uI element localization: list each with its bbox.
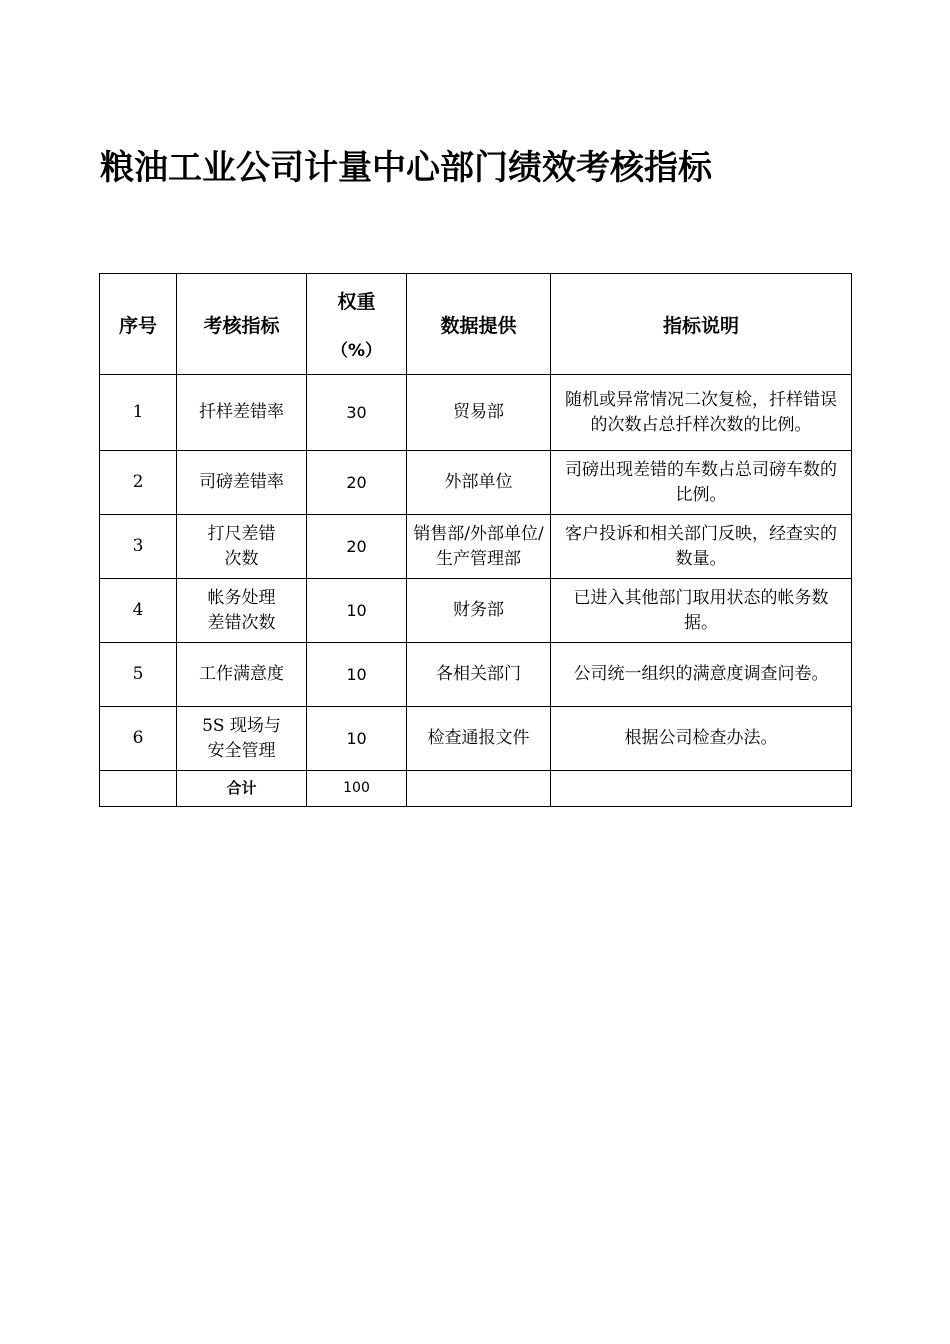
table-row bbox=[100, 643, 852, 707]
cell-weight: 10 bbox=[307, 707, 407, 771]
cell-description: 公司统一组织的满意度调查问卷。 bbox=[551, 643, 852, 707]
cell-description: 司磅出现差错的车数占总司磅车数的比例。 bbox=[551, 451, 852, 515]
cell-weight: 30 bbox=[307, 375, 407, 451]
cell-source: 财务部 bbox=[407, 579, 551, 643]
table-row bbox=[100, 451, 852, 515]
cell-seq: 1 bbox=[100, 375, 177, 451]
cell-source: 销售部/外部单位/生产管理部 bbox=[407, 515, 551, 579]
table-row bbox=[100, 375, 852, 451]
cell-indicator: 5S 现场与安全管理 bbox=[177, 707, 307, 771]
kpi-table bbox=[99, 273, 852, 807]
cell-seq: 5 bbox=[100, 643, 177, 707]
cell-description: 客户投诉和相关部门反映，经查实的数量。 bbox=[551, 515, 852, 579]
cell-weight: 10 bbox=[307, 579, 407, 643]
cell-weight: 20 bbox=[307, 515, 407, 579]
header-description: 指标说明 bbox=[551, 274, 852, 375]
page-title: 粮油工业公司计量中心部门绩效考核指标 bbox=[100, 148, 712, 188]
table-header-row bbox=[100, 274, 852, 375]
header-weight-unit: （%） bbox=[330, 341, 383, 361]
header-weight-label: 权重 bbox=[337, 291, 376, 313]
cell-indicator: 打尺差错次数 bbox=[177, 515, 307, 579]
cell-source: 贸易部 bbox=[407, 375, 551, 451]
cell-weight: 20 bbox=[307, 451, 407, 515]
header-source: 数据提供 bbox=[407, 274, 551, 375]
cell-indicator: 工作满意度 bbox=[177, 643, 307, 707]
cell-seq: 4 bbox=[100, 579, 177, 643]
cell-total-empty bbox=[100, 771, 177, 807]
cell-description: 随机或异常情况二次复检，扦样错误的次数占总扦样次数的比例。 bbox=[551, 375, 852, 451]
table-row bbox=[100, 515, 852, 579]
cell-indicator: 帐务处理差错次数 bbox=[177, 579, 307, 643]
table-total-row bbox=[100, 771, 852, 807]
cell-weight: 10 bbox=[307, 643, 407, 707]
cell-total-empty bbox=[407, 771, 551, 807]
header-indicator: 考核指标 bbox=[177, 274, 307, 375]
cell-indicator: 司磅差错率 bbox=[177, 451, 307, 515]
cell-description: 已进入其他部门取用状态的帐务数据。 bbox=[551, 579, 852, 643]
cell-seq: 3 bbox=[100, 515, 177, 579]
cell-seq: 2 bbox=[100, 451, 177, 515]
cell-seq: 6 bbox=[100, 707, 177, 771]
header-seq: 序号 bbox=[100, 274, 177, 375]
header-weight bbox=[307, 274, 407, 375]
table-row bbox=[100, 579, 852, 643]
cell-source: 各相关部门 bbox=[407, 643, 551, 707]
cell-total-weight: 100 bbox=[307, 771, 407, 807]
cell-source: 检查通报文件 bbox=[407, 707, 551, 771]
cell-total-empty bbox=[551, 771, 852, 807]
table-row bbox=[100, 707, 852, 771]
cell-indicator: 扦样差错率 bbox=[177, 375, 307, 451]
cell-total-label: 合计 bbox=[177, 771, 307, 807]
cell-description: 根据公司检查办法。 bbox=[551, 707, 852, 771]
cell-source: 外部单位 bbox=[407, 451, 551, 515]
